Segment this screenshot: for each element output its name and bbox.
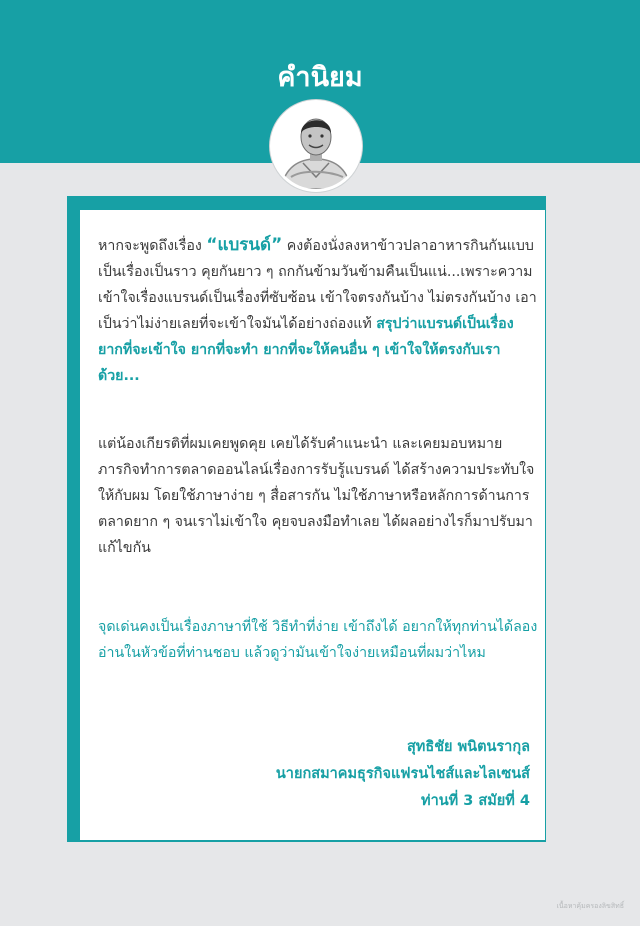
paragraph-praise: แต่น้องเกียรติที่ผมเคยพูดคุย เคยได้รับคำแนะนำ และเคยมอบหมายภารกิจทำการตลาดออนไลน์เรื่องการรับรู้แบรนด์ ได้สร้างความประทับใจให้กับผม โดยใช้ภาษาง่าย ๆ สื่อสารกัน ไม่ใช้ภาษาหรือหลักการด้านการตลาดยาก ๆ จนเราไม่เข้าใจ คุยจบลงมือทำเลย ได้ผลอย่างไรก็มาปรับมาแก้ไขกัน [98,436,535,556]
brand-highlight: “แบรนด์” [206,235,283,255]
page-title: คำนิยม [277,62,363,93]
summary-highlight: สรุปว่าแบรนด์เป็นเรื่องยากที่จะเข้าใจ ยากที่จะทำ ยากที่จะให้คนอื่น ๆ เข้าใจให้ตรงกับเราด้วย... [98,316,514,384]
signature-term: ท่านที่ 3 สมัยที่ 4 [421,793,530,809]
signature-position: นายกสมาคมธุรกิจแฟรนไชส์และไลเซนส์ [275,766,530,782]
paragraph-intro [98,232,538,389]
signature-name: สุทธิชัย พนิตนรากุล [406,739,530,755]
intro-text-body: คงต้องนั่งลงหาข้าวปลาอาหารกินกันแบบเป็นเรื่องเป็นราว คุยกันยาว ๆ ถกกันข้ามวันข้ามคืนเป็นแน่...เพราะความเข้าใจเรื่องแบรนด์เป็นเรื่องที่ซับซ้อน เข้าใจตรงกันบ้าง ไม่ตรงกันบ้าง เอาเป็นว่าไม่ง่ายเลยที่จะเข้าใจมันได้อย่างถ่องแท้ [98,238,537,332]
author-portrait-icon [273,103,359,189]
signature-block [276,734,530,815]
intro-text-start: หากจะพูดถึงเรื่อง [98,238,207,254]
copyright-note: เนื้อหาคุ้มครองลิขสิทธิ์ [556,902,624,910]
author-photo [270,100,362,192]
paragraph-highlight: จุดเด่นคงเป็นเรื่องภาษาที่ใช้ วิธีทำที่ง่าย เข้าถึงได้ อยากให้ทุกท่านได้ลองอ่านในหัวข้อที่ท่านชอบ แล้วดูว่ามันเข้าใจง่ายเหมือนที่ผมว่าไหม [98,619,538,661]
